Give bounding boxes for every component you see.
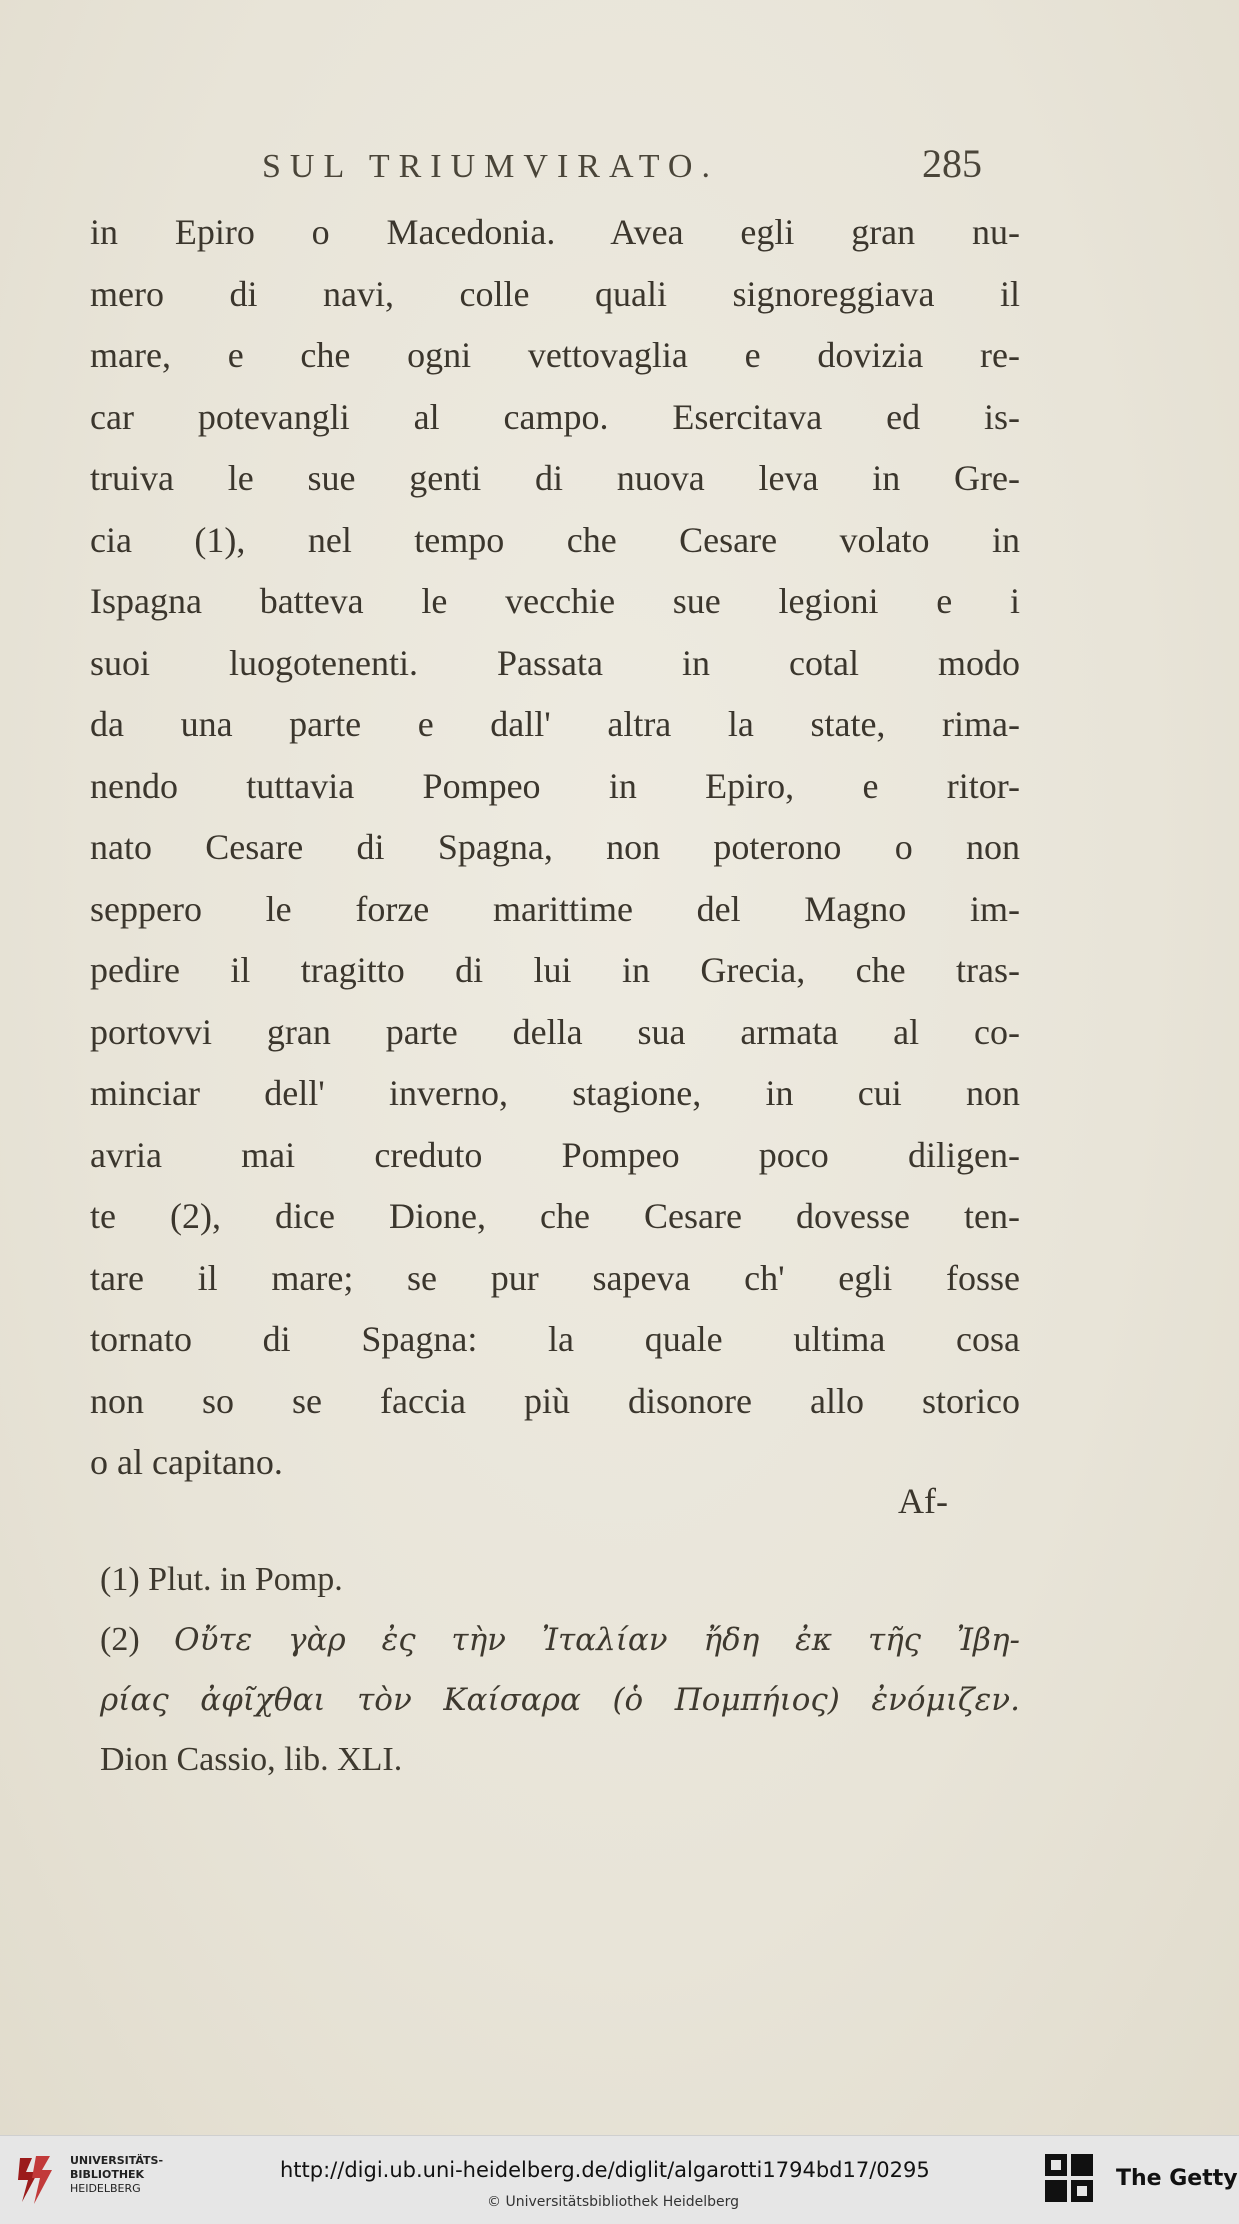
text-line: Ispagna batteva le vecchie sue legioni e i: [90, 581, 1020, 621]
text-line: da una parte e dall' altra la state, rima-: [90, 704, 1020, 744]
text-line: car potevangli al campo. Esercitava ed is-: [90, 396, 1020, 437]
footnote-2-line-2: [100, 1670, 1020, 1730]
text-line: cia (1), nel tempo che Cesare volato in: [90, 519, 1020, 560]
library-name-line-2: BIBLIOTHEK: [70, 2168, 145, 2181]
text-line: truiva le sue genti di nuova leva in Gre-: [90, 458, 1020, 498]
permalink-url[interactable]: http://digi.ub.uni-heidelberg.de/diglit/algarotti1794bd17/0295: [280, 2158, 930, 2182]
text-line: in Epiro o Macedonia. Avea egli gran nu-: [90, 212, 1020, 252]
body-text: [90, 202, 1020, 1494]
copyright-notice: © Universitätsbibliothek Heidelberg: [487, 2194, 740, 2210]
page-header: [0, 140, 1239, 200]
heidelberg-library-logo-icon[interactable]: [12, 2150, 58, 2210]
text-line: non so se faccia più disonore allo storico: [90, 1380, 1020, 1421]
text-line: o al capitano.: [90, 1442, 283, 1482]
footnote-2-source: Dion Cassio, lib. XLI.: [100, 1741, 403, 1778]
text-line: suoi luogotenenti. Passata in cotal modo: [90, 642, 1020, 683]
running-title: SUL TRIUMVIRATO.: [262, 148, 719, 185]
text-line: portovvi gran parte della sua armata al co-: [90, 1011, 1020, 1052]
library-name-line-3: HEIDELBERG: [70, 2182, 141, 2195]
text-line: tornato di Spagna: la quale ultima cosa: [90, 1319, 1020, 1359]
text-line: mare, e che ogni vettovaglia e dovizia re-: [90, 335, 1020, 375]
text-line: mero di navi, colle quali signoreggiava il: [90, 273, 1020, 314]
catchword: Af-: [898, 1481, 948, 1521]
library-name: [70, 2154, 163, 2196]
footnote-1: (1) Plut. in Pomp.: [100, 1561, 343, 1598]
text-line: nato Cesare di Spagna, non poterono o non: [90, 827, 1020, 867]
getty-name: The Getty: [1116, 2166, 1238, 2191]
viewer-footer: [0, 2135, 1239, 2224]
text-line: minciar dell' inverno, stagione, in cui non: [90, 1073, 1020, 1113]
text-line: nendo tuttavia Pompeo in Epiro, e ritor-: [90, 765, 1020, 806]
footnote-2-greek-1: Οὔτε γὰρ ἐς τὴν Ἰταλίαν ἤδη ἐκ τῆς Ἰβη-: [174, 1622, 1021, 1658]
text-line: avria mai creduto Pompeo poco diligen-: [90, 1134, 1020, 1175]
text-line: pedire il tragitto di lui in Grecia, che tras-: [90, 950, 1020, 990]
library-name-line-1: UNIVERSITÄTS-: [70, 2154, 164, 2167]
page-number: 285: [922, 141, 982, 186]
footnote-2-marker: (2): [100, 1621, 140, 1658]
footnote-2-line-1: [100, 1610, 1020, 1670]
footnote-2-greek-2: ρίας ἀφῖχθαι τὸν Καίσαρα (ὁ Πομπήιος) ἐνόμιζεν.: [100, 1682, 1020, 1718]
getty-logo-icon[interactable]: [1043, 2152, 1095, 2208]
text-line: te (2), dice Dione, che Cesare dovesse ten-: [90, 1196, 1020, 1236]
footnotes: [100, 1550, 1020, 1790]
text-line: tare il mare; se pur sapeva ch' egli fosse: [90, 1257, 1020, 1298]
text-line: seppero le forze marittime del Magno im-: [90, 888, 1020, 929]
